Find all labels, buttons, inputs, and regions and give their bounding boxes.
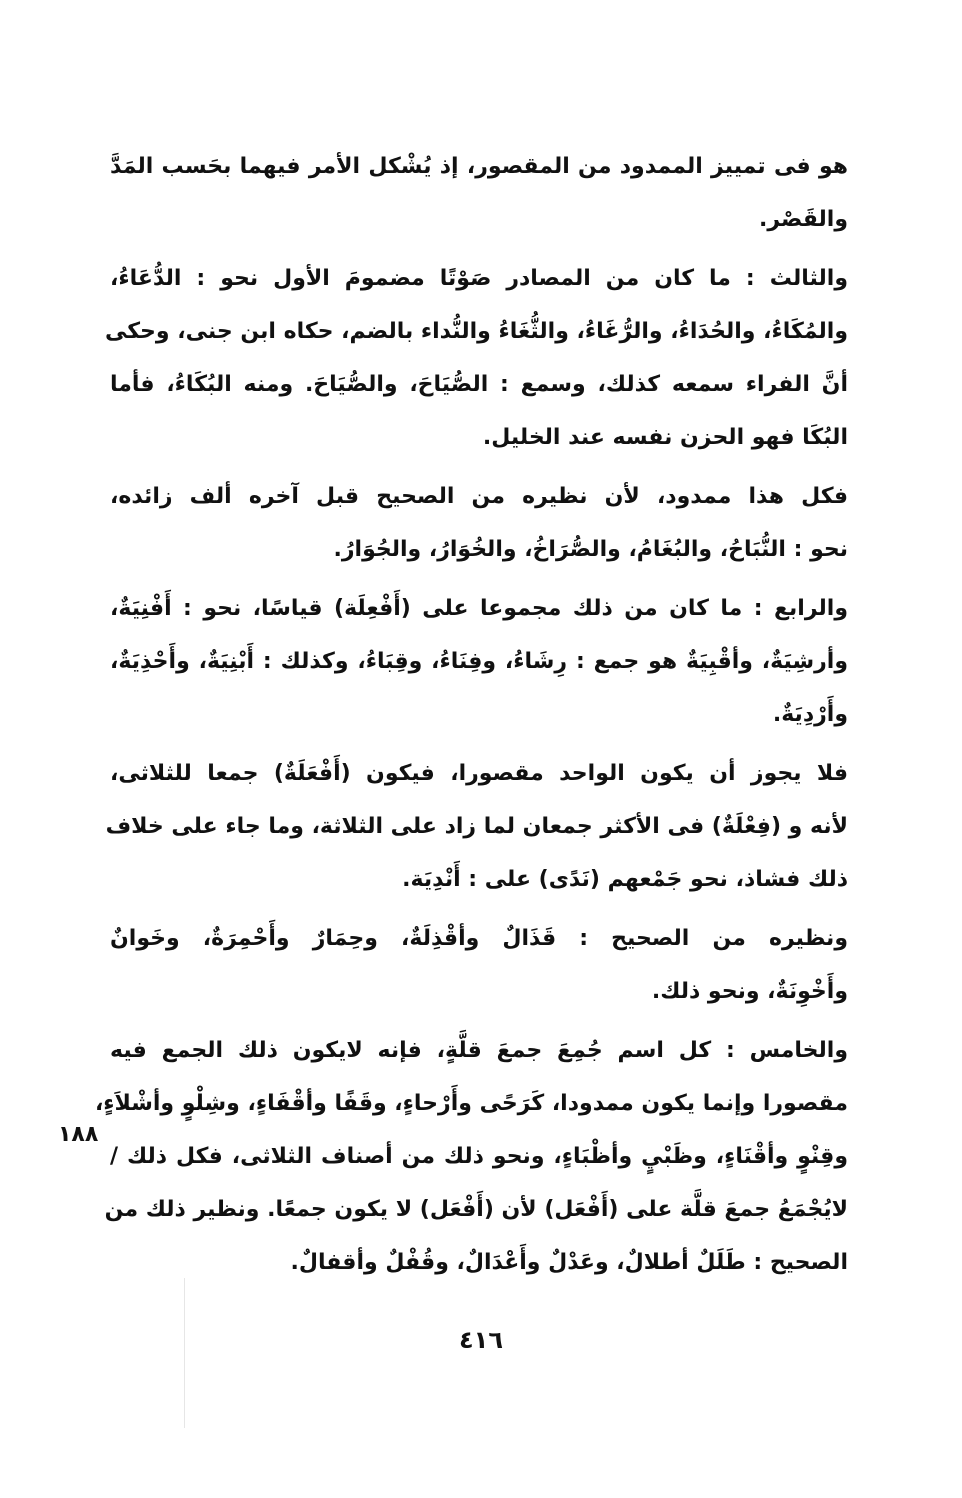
paragraph bbox=[110, 140, 848, 246]
text-line: الصحيح : طَلَلٌ أطلالٌ، وعَدْلٌ وأَعْدَالٌ، وقُفْلٌ وأقفالٌ. bbox=[290, 1250, 848, 1275]
text-line: والخامس : كل اسم جُمِعَ جمعَ قلَّةٍ، فإنه لايكون ذلك الجمع فيه bbox=[110, 1038, 848, 1063]
text-line: فلا يجوز أن يكون الواحد مقصورا، فيكون (أَفْعَلَةٌ) جمعا للثلاثى، bbox=[110, 761, 848, 786]
text-line: وأرشِيَةٌ، وأقْبِيَةٌ هو جمع : رِشَاءُ، وفِنَاءُ، وقِبَاءُ، وكذلك : أَبْنِيَةٌ، وأَحْذِيَةٌ، bbox=[110, 649, 848, 674]
text-line: والرابع : ما كان من ذلك مجموعا على (أَفْعِلَة) قياسًا، نحو : أَفْنِيَةٌ، bbox=[110, 596, 848, 621]
text-line: نحو : النُّبَاحُ، والبُغَامُ، والصُّرَاخُ، والخُوَارُ، والجُوَارُ. bbox=[333, 537, 848, 562]
paragraph bbox=[110, 582, 848, 741]
main-text bbox=[94, 140, 848, 1289]
paragraph bbox=[94, 1024, 848, 1289]
text-line: والمُكَاءُ، والحُدَاءُ، والرُّغَاءُ، والثُّغَاءُ والنُّداء بالضم، حكاه ابن جنى، وحكى bbox=[105, 319, 848, 344]
page-number: ٤١٦ bbox=[459, 1326, 503, 1354]
paragraph bbox=[105, 747, 848, 906]
text-line: وقِنْوٍ وأقْنَاءٍ، وظَبْيٍ وأظْبَاءٍ، ونحو ذلك من أصناف الثلاثى، فكل ذلك / bbox=[110, 1144, 848, 1169]
text-line: لايُجْمَعُ جمعَ قلَّة على (أَفْعَل) لأن (أَفْعَل) لا يكون جمعًا. ونظير ذلك من bbox=[104, 1197, 848, 1222]
text-line: ونظيره من الصحيح : قَذَالٌ وأقْذِلَةٌ، وحِمَارٌ وأَحْمِرَةٌ، وخَوانٌ bbox=[110, 926, 848, 951]
text-line: وأَخْوِنَةٌ، ونحو ذلك. bbox=[651, 979, 848, 1004]
text-line: والثالث : ما كان من المصادر صَوْتًا مضمومَ الأول نحو : الدُّعَاءُ، bbox=[110, 266, 848, 291]
text-line: والقَصْر. bbox=[758, 207, 848, 232]
text-line: أنَّ الفراء سمعه كذلك، وسمع : الصُّيَاحَ، والصُّيَاحَ. ومنه البُكَاءُ، فأما bbox=[110, 372, 848, 397]
text-line: مقصورا وإنما يكون ممدودا، كَرَحًى وأَرْحاءٍ، وقَفًا وأقْفَاءٍ، وشِلْوٍ وأشْلاَءٍ، bbox=[94, 1091, 848, 1116]
text-line: هو فى تمييز الممدود من المقصور، إذ يُشْكل الأمر فيهما بحَسب المَدَّ bbox=[110, 154, 848, 179]
paragraph bbox=[110, 470, 848, 576]
text-line: فكل هذا ممدود، لأن نظيره من الصحيح قبل آخره ألف زائده، bbox=[110, 484, 848, 509]
paragraph bbox=[105, 252, 848, 464]
text-line: لأنه و (فِعْلَةٌ) فى الأكثر جمعان لما زاد على الثلاثة، وما جاء على خلاف bbox=[105, 814, 848, 839]
text-line: البُكَا فهو الحزن نفسه عند الخليل. bbox=[482, 425, 848, 450]
paragraph bbox=[110, 912, 848, 1018]
text-line: وأَرْدِيَةٌ. bbox=[772, 702, 848, 727]
margin-page-reference: ١٨٨ bbox=[58, 1122, 99, 1147]
text-line: ذلك فشاذ، نحو جَمْعهم (نَدًى) على : أَنْدِيَة. bbox=[402, 867, 848, 892]
